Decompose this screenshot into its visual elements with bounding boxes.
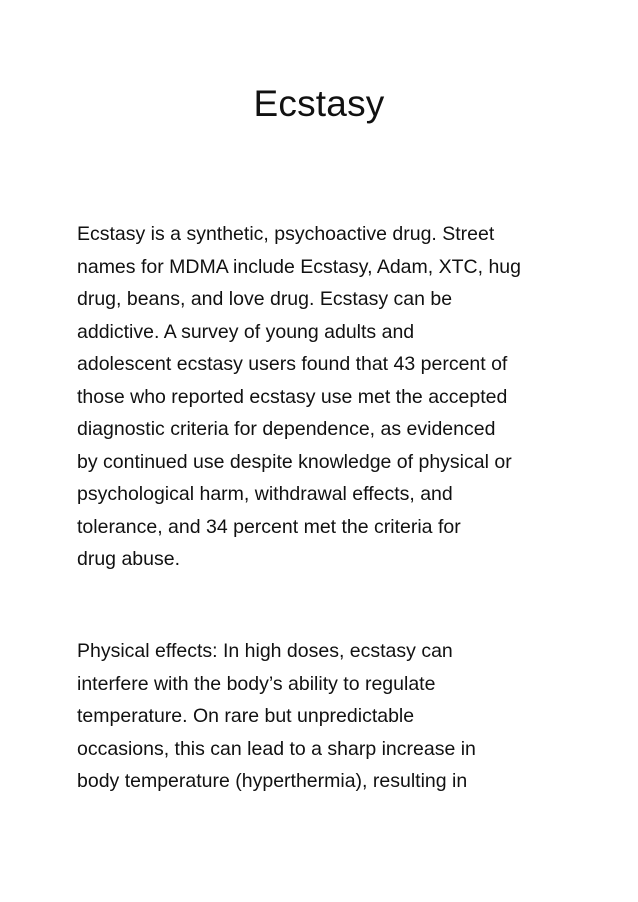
paragraph-line: interfere with the body’s ability to regulate [77,672,436,695]
paragraph-line: temperature. On rare but unpredictable [77,705,415,727]
paragraph-line: diagnostic criteria for dependence, as evidenced [77,418,496,440]
paragraph-line: drug, beans, and love drug. Ecstasy can be [77,288,453,310]
paragraph-line: addictive. A survey of young adults and [77,320,415,343]
paragraph-line: occasions, this can lead to a sharp increase in [77,737,476,760]
paragraph-line: adolescent ecstasy users found that 43 percent of [77,353,508,375]
paragraph-line: Ecstasy is a synthetic, psychoactive drug. Street [77,223,495,245]
paragraph-physical-effects [77,635,577,798]
paragraph-line: Physical effects: In high doses, ecstasy can [77,640,453,662]
paragraph-line: drug abuse. [77,548,180,570]
page-title: Ecstasy [253,83,385,124]
paragraph-line: psychological harm, withdrawal effects, and [77,483,453,505]
paragraph-line: names for MDMA include Ecstasy, Adam, XTC, hug [77,255,521,278]
paragraph-addiction [77,218,577,576]
paragraph-line: tolerance, and 34 percent met the criteria for [77,515,461,538]
paragraph-line: body temperature (hyperthermia), resulting in [77,770,468,792]
paragraph-line: by continued use despite knowledge of physical or [77,450,512,473]
paragraph-line: those who reported ecstasy use met the accepted [77,385,508,408]
